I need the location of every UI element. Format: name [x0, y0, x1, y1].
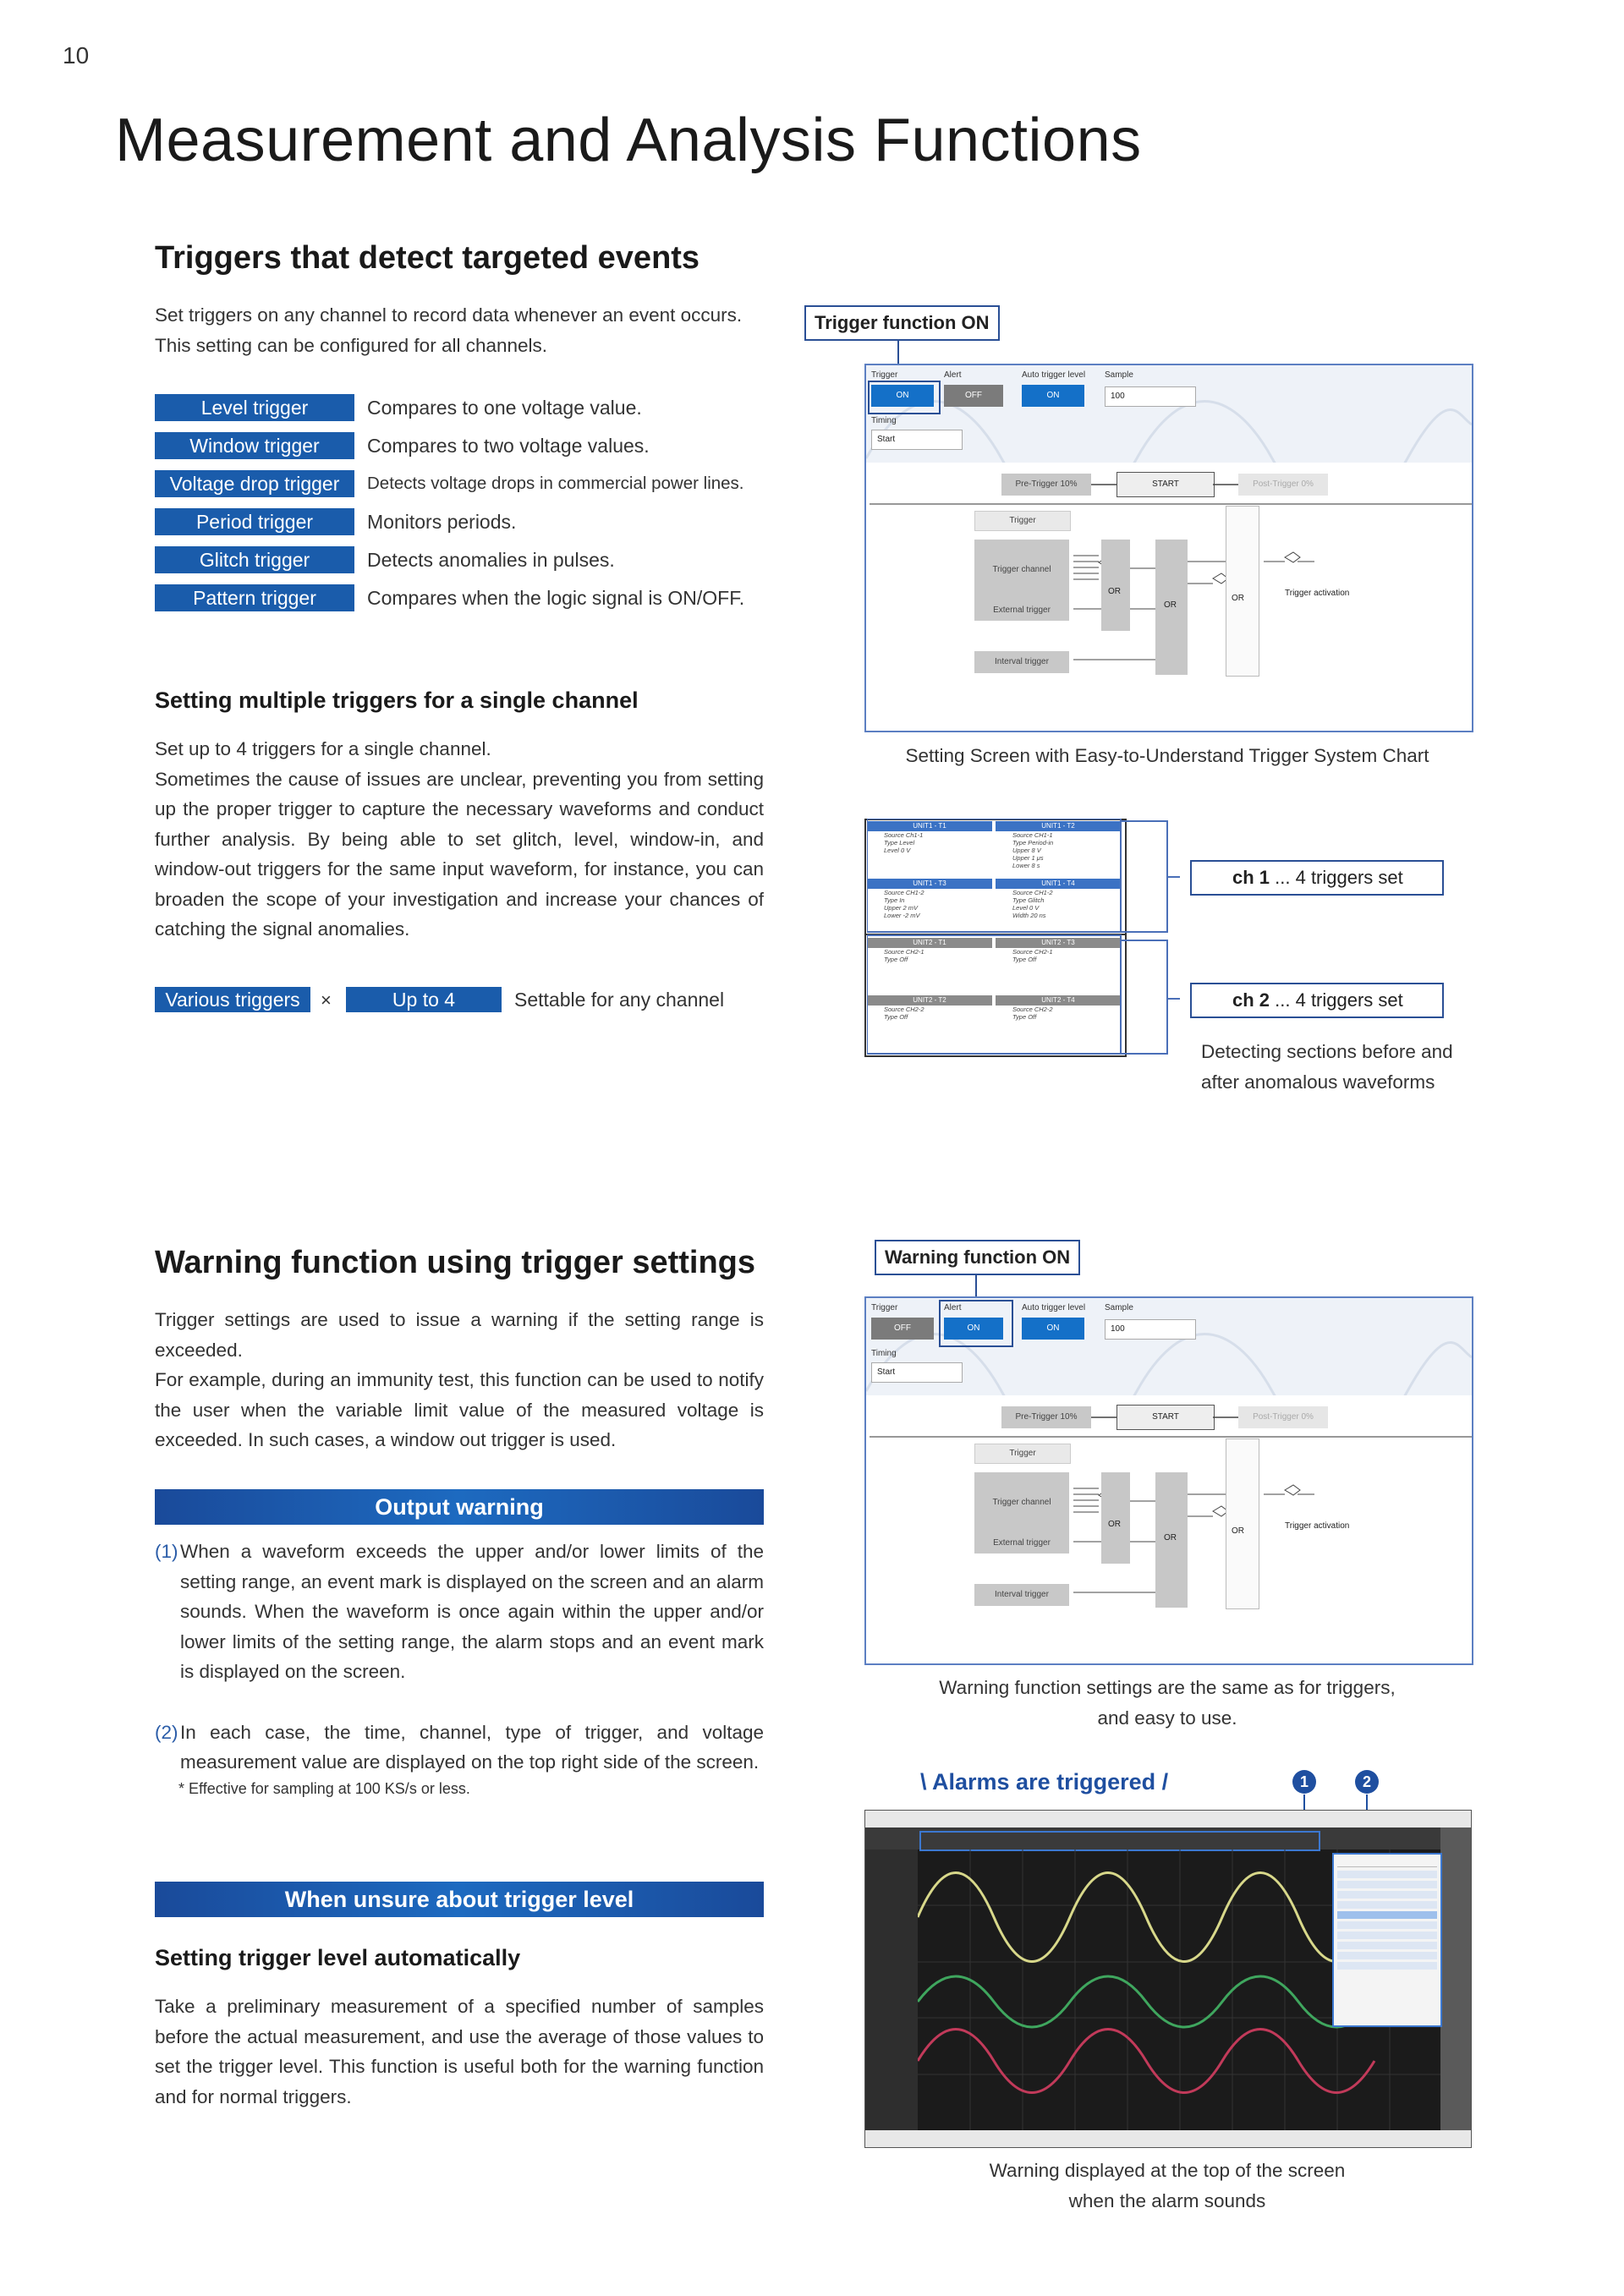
activation-column [1226, 506, 1259, 677]
multiple-line-1: Set up to 4 triggers for a single channel. [155, 738, 491, 759]
detect-line-1: Detecting sections before and [1201, 1041, 1453, 1062]
interval-trigger-box: Interval trigger [974, 1584, 1069, 1606]
trigger-tag: Pattern trigger [155, 584, 354, 611]
page-number: 10 [63, 42, 90, 68]
item-text-1: When a waveform exceeds the upper and/or lower limits of the setting range, an event mark is displayed on the screen and an alarm sounds. When the waveform is once again within the upper and/or lower limits of the setting range, the alarm stops and an event mark is displayed on the screen. [180, 1541, 764, 1682]
item-number-1: (1) [155, 1541, 178, 1562]
trigger-box: Trigger [974, 1444, 1071, 1464]
settable-text: Settable for any channel [514, 989, 725, 1011]
cell-line: Type Glitch [1012, 896, 1045, 904]
warning-para-2: For example, during an immunity test, this function can be used to notify the user when the variable limit value of the measured voltage is exceeded. In such cases, a window out trigger is used. [155, 1369, 764, 1450]
times-symbol: × [321, 989, 332, 1011]
sample-select[interactable]: 100 [1105, 386, 1196, 407]
sample-select[interactable]: 100 [1105, 1319, 1196, 1340]
pre-trigger: Pre-Trigger 10% [1001, 1406, 1091, 1428]
cell-line: Upper 8 V [1012, 847, 1041, 854]
trigger-row [155, 584, 764, 622]
effective-note: * Effective for sampling at 100 KS/s or less. [178, 1779, 470, 1797]
trigger-channel-box: Trigger channel [974, 540, 1069, 600]
trigger-desc: Monitors periods. [367, 511, 517, 533]
alarms-title: \ Alarms are triggered / [920, 1769, 1169, 1795]
cell-line: Source CH2-2 [1012, 1006, 1053, 1013]
unit-cell-head: UNIT1 - T3 [867, 879, 992, 889]
ch2-rest: ... 4 triggers set [1270, 989, 1403, 1011]
ch1-bold: ch 1 [1232, 867, 1270, 888]
scope-status-bar [865, 2130, 1471, 2147]
trigger-tag: Glitch trigger [155, 546, 354, 573]
cell-line: Source CH1-2 [884, 889, 924, 896]
ui-auto-level-label: Auto trigger level [1022, 370, 1086, 380]
warning-caption-line-1: Warning function settings are the same as for triggers, [939, 1677, 1396, 1698]
scope-left-panel [865, 1849, 918, 2147]
or-label-3: OR [1232, 594, 1244, 603]
scope-screen [864, 1810, 1472, 2148]
ui-sample-label: Sample [1105, 1303, 1133, 1312]
trigger-channel-box: Trigger channel [974, 1472, 1069, 1533]
unit-cell-head: UNIT2 - T1 [867, 938, 992, 948]
trigger-activation-label: Trigger activation [1285, 589, 1350, 598]
trigger-desc: Compares to one voltage value. [367, 397, 642, 419]
or-label-1: OR [1108, 1520, 1121, 1529]
auto-level-on-button[interactable]: ON [1022, 1318, 1084, 1340]
triggers-intro [155, 300, 764, 360]
trigger-tag: Level trigger [155, 394, 354, 421]
scope-caption [864, 2156, 1470, 2216]
post-trigger: Post-Trigger 0% [1238, 1406, 1328, 1428]
ch2-bold: ch 2 [1232, 989, 1270, 1011]
trigger-row [155, 508, 764, 546]
trigger-screen-caption: Setting Screen with Easy-to-Understand Trigger System Chart [905, 745, 1429, 766]
trigger-settings-screen [864, 364, 1473, 732]
trigger-off-button[interactable]: OFF [871, 1318, 934, 1340]
trigger-on-button[interactable]: ON [871, 385, 934, 407]
trigger-desc: Detects anomalies in pulses. [367, 549, 615, 571]
ch2-box [1190, 983, 1444, 1018]
scope-caption-line-2: when the alarm sounds [1068, 2189, 1266, 2211]
marker-2: 2 [1355, 1770, 1379, 1794]
multiple-body [155, 734, 764, 945]
warning-heading: Warning function using trigger settings [155, 1245, 756, 1280]
ch1-box [1190, 860, 1444, 896]
or-label-1: OR [1108, 587, 1121, 596]
cell-line: Lower 8 s [1012, 862, 1040, 869]
or-block-1 [1101, 1472, 1130, 1564]
unsure-heading: Setting trigger level automatically [155, 1945, 521, 1970]
cell-line: Source CH2-1 [884, 948, 924, 956]
cell-line: Type In [884, 896, 905, 904]
page-title: Measurement and Analysis Functions [115, 107, 1142, 174]
ui-auto-level-label: Auto trigger level [1022, 1303, 1086, 1312]
trigger-tag: Window trigger [155, 432, 354, 459]
intro-line-2: This setting can be configured for all channels. [155, 334, 548, 356]
detect-text [1201, 1037, 1453, 1097]
timing-select[interactable]: Start [871, 430, 963, 450]
warning-para-1: Trigger settings are used to issue a warning if the setting range is exceeded. [155, 1309, 764, 1361]
warning-log-panel [1332, 1853, 1442, 2027]
ui-sample-label: Sample [1105, 370, 1133, 380]
ui-timing-label: Timing [871, 1349, 897, 1358]
scope-title-bar [865, 1811, 1471, 1827]
cell-line: Type Level [884, 839, 915, 847]
pre-trigger: Pre-Trigger 10% [1001, 474, 1091, 496]
cell-line: Upper 1 μs [1012, 854, 1044, 862]
output-warning-bar: Output warning [155, 1489, 764, 1525]
multiple-heading: Setting multiple triggers for a single channel [155, 688, 639, 713]
trigger-desc: Detects voltage drops in commercial power lines. [367, 474, 744, 493]
cell-line: Type Off [884, 1013, 908, 1021]
trigger-type-list [155, 394, 764, 622]
ui-timing-label: Timing [871, 416, 897, 425]
start-button[interactable]: START [1116, 1405, 1215, 1430]
cell-line: Lower -2 mV [884, 912, 920, 919]
cell-line: Type Off [1012, 1013, 1037, 1021]
ch1-rest: ... 4 triggers set [1270, 867, 1403, 888]
scope-caption-line-1: Warning displayed at the top of the screen [989, 2160, 1346, 2181]
or-label-3: OR [1232, 1526, 1244, 1536]
or-label-2: OR [1164, 600, 1177, 610]
trigger-activation-label: Trigger activation [1285, 1521, 1350, 1531]
start-button[interactable]: START [1116, 472, 1215, 497]
alert-off-button[interactable]: OFF [944, 385, 1003, 407]
triggers-heading: Triggers that detect targeted events [155, 240, 700, 276]
trigger-row [155, 394, 764, 432]
multiple-paragraph: Sometimes the cause of issues are unclear, preventing you from setting up the proper trigger to capture the necessary waveforms and conduct further analysis. By being able to set glitch, level, window-in, and window-out triggers for the same input waveform, for instance, you can broaden the scope of your investigation and increase your chances of catching the signal anomalies. [155, 768, 764, 940]
cell-line: Upper 2 mV [884, 904, 919, 912]
alert-on-button[interactable]: ON [944, 1318, 1003, 1340]
up-to-4-tag: Up to 4 [346, 987, 502, 1012]
cell-line: Source CH1-1 [1012, 831, 1053, 839]
unsure-body: Take a preliminary measurement of a specified number of samples before the actual measurement, and use the average of those values to set the trigger level. This function is useful both for the warning function and for normal triggers. [155, 1996, 764, 2107]
cell-line: Type Period-in [1012, 839, 1054, 847]
external-trigger-box: External trigger [974, 1533, 1069, 1553]
cell-line: Level 0 V [884, 847, 911, 854]
intro-line-1: Set triggers on any channel to record data whenever an event occurs. [155, 304, 743, 326]
warning-settings-screen [864, 1296, 1473, 1665]
unit-cell-head: UNIT1 - T2 [996, 821, 1121, 831]
unsure-bar: When unsure about trigger level [155, 1882, 764, 1917]
interval-trigger-box: Interval trigger [974, 651, 1069, 673]
trigger-box: Trigger [974, 511, 1071, 531]
warning-function-label: Warning function ON [875, 1240, 1080, 1275]
or-block-1 [1101, 540, 1130, 631]
trigger-tag: Period trigger [155, 508, 354, 535]
warning-body [155, 1305, 764, 1455]
trigger-row [155, 546, 764, 584]
or-label-2: OR [1164, 1533, 1177, 1543]
warning-item-1 [155, 1537, 764, 1687]
ui-alert-label: Alert [944, 1303, 962, 1312]
auto-level-on-button[interactable]: ON [1022, 385, 1084, 407]
unit-cell-head: UNIT2 - T3 [996, 938, 1121, 948]
item-text-2: In each case, the time, channel, type of trigger, and voltage measurement value are displayed on the top right side of the screen. [180, 1721, 764, 1773]
cell-line: Level 0 V [1012, 904, 1040, 912]
trigger-tag: Voltage drop trigger [155, 470, 354, 497]
warning-item-2 [155, 1718, 764, 1778]
trigger-row [155, 432, 764, 470]
trigger-desc: Compares to two voltage values. [367, 435, 650, 457]
item-number-2: (2) [155, 1721, 178, 1743]
unit-cell-head: UNIT2 - T4 [996, 995, 1121, 1006]
external-trigger-box: External trigger [974, 600, 1069, 621]
ui-alert-label: Alert [944, 370, 962, 380]
cell-line: Type Off [884, 956, 908, 963]
ui-trigger-label: Trigger [871, 370, 898, 380]
warning-list [155, 1537, 764, 1800]
activation-column [1226, 1438, 1259, 1609]
scope-right-panel [1440, 1827, 1471, 2147]
cell-line: Source CH2-1 [1012, 948, 1053, 956]
ch-brackets [867, 819, 1180, 1057]
unit-cell-head: UNIT1 - T4 [996, 879, 1121, 889]
unit-cell-head: UNIT2 - T2 [867, 995, 992, 1006]
detect-line-2: after anomalous waveforms [1201, 1071, 1435, 1093]
trigger-row [155, 470, 764, 508]
post-trigger: Post-Trigger 0% [1238, 474, 1328, 496]
trigger-function-label: Trigger function ON [804, 305, 1000, 341]
timing-select[interactable]: Start [871, 1362, 963, 1383]
cell-line: Width 20 ns [1012, 912, 1046, 919]
cell-line: Source CH1-2 [1012, 889, 1053, 896]
event-mark-highlight [919, 1831, 1320, 1851]
various-triggers-tag: Various triggers [155, 987, 310, 1012]
trigger-desc: Compares when the logic signal is ON/OFF. [367, 587, 745, 609]
cell-line: Source Ch1-1 [884, 831, 924, 839]
background-wave [866, 365, 1472, 467]
warning-caption-line-2: and easy to use. [1097, 1707, 1237, 1729]
ui-trigger-label: Trigger [871, 1303, 898, 1312]
marker-1: 1 [1292, 1770, 1316, 1794]
warning-screen-caption [864, 1673, 1470, 1733]
unit-cell-head: UNIT1 - T1 [867, 821, 992, 831]
cell-line: Source CH2-2 [884, 1006, 924, 1013]
cell-line: Type Off [1012, 956, 1037, 963]
